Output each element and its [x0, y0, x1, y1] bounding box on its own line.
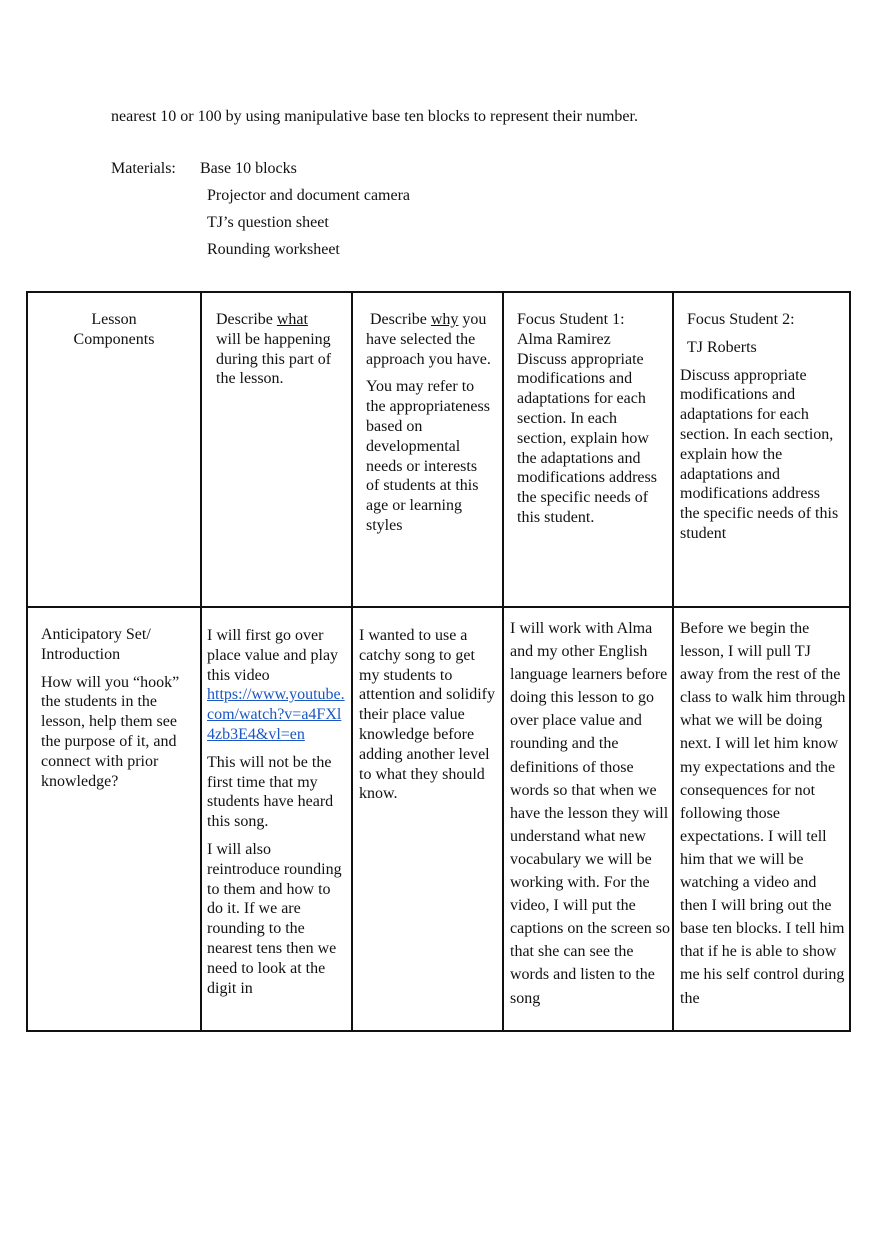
intro-line: nearest 10 or 100 by using manipulative base ten blocks to represent their number. — [111, 108, 638, 125]
header-describe-what: Describe what will be happening during this part of the lesson. — [216, 311, 332, 388]
materials-item: Rounding worksheet — [207, 241, 340, 258]
video-link[interactable]: https://www.youtube.com/watch?v=a4FXl4zb3E4&vl=en — [207, 686, 345, 743]
row-focus-student-2: Before we begin the lesson, I will pull TJ away from the rest of the class to walk him through what we will be doing next. I will let him know my expectations and the consequences for not following those expectations. I will tell him that we will be watching a video and then I will bring out the base ten blocks. I tell him that if he is able to show me his self control during the — [680, 620, 846, 1007]
materials-item: TJ’s question sheet — [207, 214, 329, 231]
row-focus-student-1: I will work with Alma and my other English language learners before doing this lesson to go over place value and rounding and the definitions of those words so that when we have the lesson they will understand what new vocabulary we will be working with. For the video, I will put the captions on the screen so that she can see the words and listen to the song — [510, 620, 670, 1007]
row-describe-what: I will first go over place value and play this video https://www.youtube.com/watch?v=a4FXl4zb3E4&vl=en This will not be the first time that my students have heard this song. I will also reintroduce rounding to them and how to do it. If we are rounding to the nearest tens then we need to look at the digit in — [207, 627, 345, 997]
materials-item: Base 10 blocks — [200, 160, 297, 177]
header-focus-student-1: Focus Student 1: Alma Ramirez Discuss appropriate modifications and adaptations for each section. In each section, explain how the adaptations and modifications address the specific needs of this student. — [517, 311, 657, 526]
materials-item: Projector and document camera — [207, 187, 411, 204]
row-anticipatory-set: Anticipatory Set/ Introduction How will you “hook” the students in the lesson, help them see the purpose of it, and connect with prior knowledge? — [41, 626, 180, 790]
header-lesson-components: Lesson Components — [73, 311, 155, 348]
header-focus-student-2: Focus Student 2: TJ Roberts Discuss appropriate modifications and adaptations for each section. In each section, explain how the adaptations and modifications address the specific needs of this student — [680, 311, 839, 542]
row-describe-why: I wanted to use a catchy song to get my students to attention and solidify their place value knowledge before adding another level to what they should know. — [359, 627, 495, 803]
materials-label: Materials: — [111, 160, 176, 177]
header-describe-why: Describe why you have selected the approach you have. You may refer to the appropriateness based on developmental needs or interests of students at this age or learning styles — [366, 311, 491, 534]
